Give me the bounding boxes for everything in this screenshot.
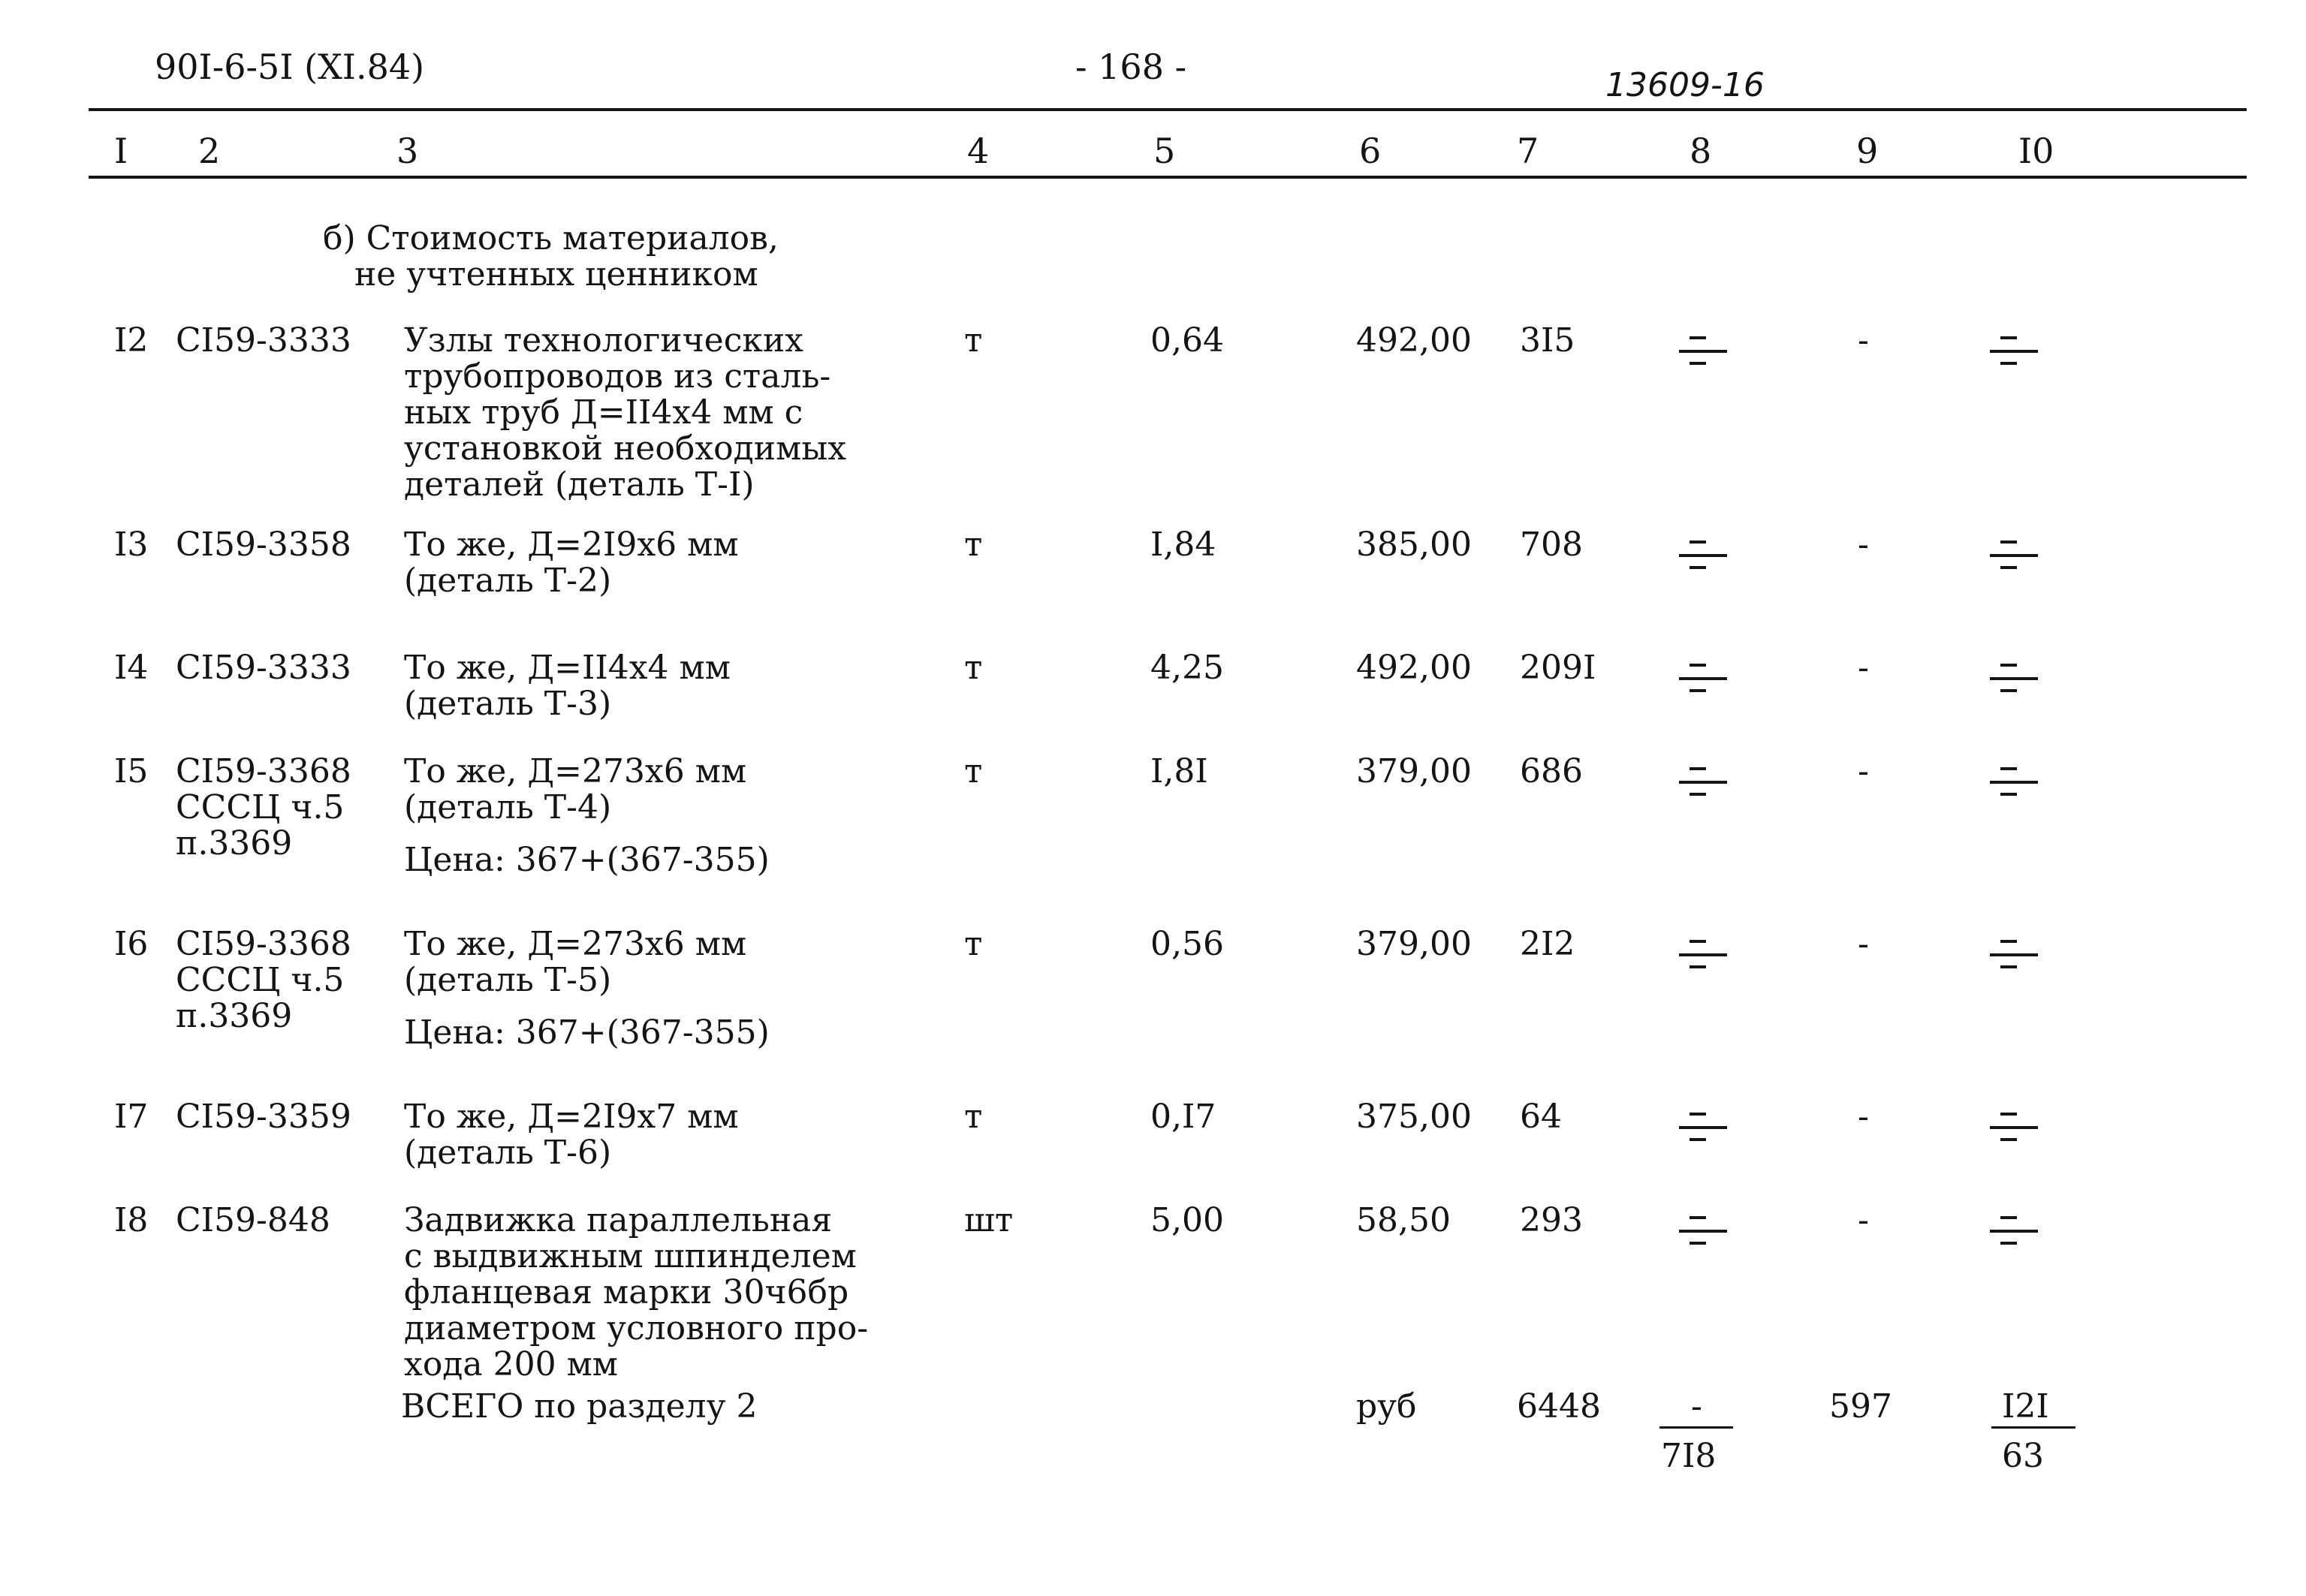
column-header-1: I <box>114 131 128 171</box>
col8-ditto-mark <box>1679 1113 1747 1143</box>
handwritten-number: 13609-16 <box>1605 66 1765 104</box>
row-unit: т <box>964 649 983 687</box>
summary-unit: руб <box>1356 1387 1417 1426</box>
page-number: - 168 - <box>1075 47 1187 87</box>
row-quantity: 0,I7 <box>1150 1098 1216 1136</box>
column-header-2: 2 <box>198 131 221 171</box>
col10-ditto-mark <box>1990 541 2057 571</box>
row-description: То же, Д=2I9х6 мм (деталь Т-2) <box>404 525 739 600</box>
row-total: 64 <box>1520 1098 1562 1136</box>
row-col9: - <box>1858 925 1869 963</box>
row-unit-price: 492,00 <box>1356 321 1472 360</box>
summary-col10-fraction-line <box>1991 1426 2075 1429</box>
column-header-3: 3 <box>396 131 419 171</box>
col8-ditto-mark <box>1679 1216 1747 1246</box>
row-quantity: 0,56 <box>1150 925 1224 963</box>
row-col9: - <box>1858 321 1869 360</box>
row-total: 708 <box>1520 525 1583 564</box>
row-unit-price: 58,50 <box>1356 1201 1451 1239</box>
column-header-7: 7 <box>1517 131 1539 171</box>
row-description: То же, Д=273х6 мм (деталь Т-4) <box>404 752 747 827</box>
row-code: CI59-3333 <box>176 321 351 360</box>
col10-ditto-mark <box>1990 767 2057 797</box>
col8-ditto-mark <box>1679 664 1747 694</box>
summary-label: ВСЕГО по разделу 2 <box>401 1387 758 1426</box>
row-price-note: Цена: 367+(367-355) <box>404 1013 770 1052</box>
summary-col10-bottom: 63 <box>2002 1437 2044 1475</box>
col10-ditto-mark <box>1990 664 2057 694</box>
row-unit: т <box>964 1098 983 1136</box>
row-description: То же, Д=273х6 мм (деталь Т-5) <box>404 925 747 999</box>
row-unit-price: 379,00 <box>1356 925 1472 963</box>
row-total: 293 <box>1520 1201 1583 1239</box>
row-unit: т <box>964 321 983 360</box>
row-number: I7 <box>114 1098 149 1136</box>
row-price-note: Цена: 367+(367-355) <box>404 841 770 879</box>
row-unit-price: 379,00 <box>1356 752 1472 790</box>
row-unit-price: 492,00 <box>1356 649 1472 687</box>
row-number: I3 <box>114 525 149 564</box>
row-unit: шт <box>964 1201 1014 1239</box>
row-col9: - <box>1858 1201 1869 1239</box>
header-top-rule <box>89 108 2247 111</box>
row-number: I8 <box>114 1201 149 1239</box>
row-total: 686 <box>1520 752 1583 790</box>
row-number: I2 <box>114 321 149 360</box>
row-code: CI59-3368 СССЦ ч.5 п.3369 <box>176 925 351 1035</box>
row-unit-price: 385,00 <box>1356 525 1472 564</box>
column-header-4: 4 <box>967 131 990 171</box>
summary-col10-top: I2I <box>2002 1387 2049 1426</box>
row-total: 2I2 <box>1520 925 1575 963</box>
summary-col8-fraction-line <box>1659 1426 1733 1429</box>
row-quantity: 4,25 <box>1150 649 1224 687</box>
row-description: Узлы технологических трубопроводов из сталь- ных труб Д=II4х4 мм с установкой необходимых деталей (деталь Т-I) <box>404 321 847 504</box>
row-number: I6 <box>114 925 149 963</box>
row-unit: т <box>964 925 983 963</box>
col10-ditto-mark <box>1990 336 2057 366</box>
column-header-6: 6 <box>1359 131 1382 171</box>
summary-col8-top: - <box>1691 1387 1702 1426</box>
column-header-8: 8 <box>1690 131 1712 171</box>
row-unit-price: 375,00 <box>1356 1098 1472 1136</box>
row-number: I4 <box>114 649 149 687</box>
row-unit: т <box>964 752 983 790</box>
col10-ditto-mark <box>1990 1216 2057 1246</box>
row-quantity: I,84 <box>1150 525 1216 564</box>
row-col9: - <box>1858 525 1869 564</box>
row-description: То же, Д=2I9х7 мм (деталь Т-6) <box>404 1098 739 1172</box>
summary-total: 6448 <box>1517 1387 1601 1426</box>
col8-ditto-mark <box>1679 767 1747 797</box>
col8-ditto-mark <box>1679 541 1747 571</box>
col8-ditto-mark <box>1679 336 1747 366</box>
col10-ditto-mark <box>1990 940 2057 970</box>
row-col9: - <box>1858 1098 1869 1136</box>
column-header-5: 5 <box>1153 131 1176 171</box>
header-bottom-rule <box>89 176 2247 179</box>
document-code: 90I-6-5I (XI.84) <box>155 47 425 87</box>
summary-col8-bottom: 7I8 <box>1661 1437 1717 1475</box>
row-code: CI59-3333 <box>176 649 351 687</box>
col8-ditto-mark <box>1679 940 1747 970</box>
row-code: CI59-848 <box>176 1201 330 1239</box>
row-total: 209I <box>1520 649 1596 687</box>
row-code: CI59-3368 СССЦ ч.5 п.3369 <box>176 752 351 863</box>
summary-col9: 597 <box>1829 1387 1892 1426</box>
section-heading: б) Стоимость материалов, не учтенных ценником <box>323 219 779 294</box>
row-code: CI59-3358 <box>176 525 351 564</box>
row-quantity: I,8I <box>1150 752 1208 790</box>
row-quantity: 5,00 <box>1150 1201 1224 1239</box>
column-header-10: I0 <box>2018 131 2054 171</box>
row-total: 3I5 <box>1520 321 1575 360</box>
row-description: То же, Д=II4х4 мм (деталь Т-3) <box>404 649 731 723</box>
col10-ditto-mark <box>1990 1113 2057 1143</box>
column-header-9: 9 <box>1856 131 1879 171</box>
row-number: I5 <box>114 752 149 790</box>
row-col9: - <box>1858 752 1869 790</box>
row-col9: - <box>1858 649 1869 687</box>
row-unit: т <box>964 525 983 564</box>
row-description: Задвижка параллельная с выдвижным шпинделем фланцевая марки 30ч6бр диаметром условного про- хода 200 мм <box>404 1201 869 1384</box>
row-code: CI59-3359 <box>176 1098 351 1136</box>
row-quantity: 0,64 <box>1150 321 1224 360</box>
